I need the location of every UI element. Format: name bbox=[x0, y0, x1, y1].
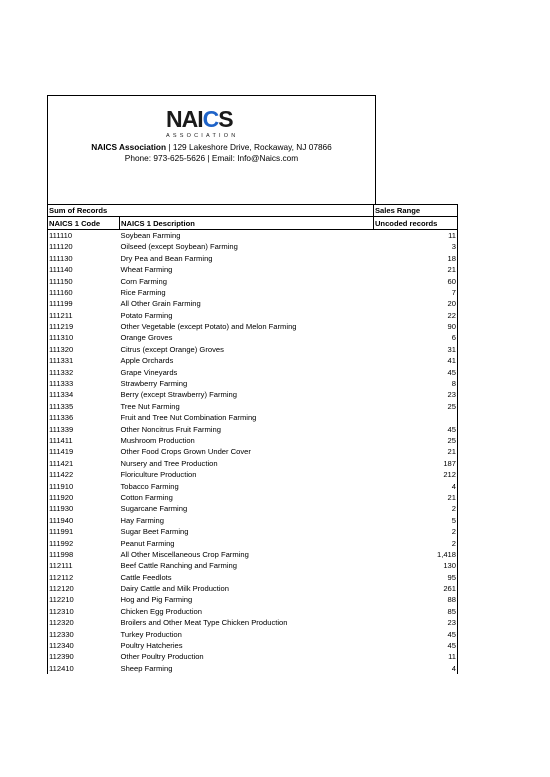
table-row bbox=[48, 549, 458, 560]
contact-line: Phone: 973-625-5626 | Email: Info@Naics.com bbox=[124, 153, 299, 163]
naics-desc-cell: Nursery and Tree Production bbox=[120, 458, 218, 468]
naics-desc-cell: Oilseed (except Soybean) Farming bbox=[120, 242, 238, 252]
uncoded-records-cell: 95 bbox=[373, 572, 457, 583]
naics-code-cell: 111920 bbox=[48, 492, 120, 503]
naics-desc-cell: All Other Grain Farming bbox=[120, 299, 201, 309]
naics-code-cell: 112330 bbox=[48, 628, 120, 639]
naics-desc-cell: Fruit and Tree Nut Combination Farming bbox=[120, 413, 257, 423]
uncoded-records-cell: 2 bbox=[373, 526, 457, 537]
uncoded-records-cell: 187 bbox=[373, 458, 457, 469]
naics-code-cell: 111310 bbox=[48, 332, 120, 343]
naics-desc-cell: Tobacco Farming bbox=[120, 481, 179, 491]
uncoded-records-cell: 22 bbox=[373, 310, 457, 321]
table-row bbox=[48, 264, 458, 275]
naics-code-cell: 111419 bbox=[48, 446, 120, 457]
table-row bbox=[48, 310, 458, 321]
uncoded-records-cell: 1,418 bbox=[373, 549, 457, 560]
table-row bbox=[48, 503, 458, 514]
table-row bbox=[48, 446, 458, 457]
naics-code-cell: 112340 bbox=[48, 640, 120, 651]
uncoded-records-cell: 45 bbox=[373, 423, 457, 434]
naics-desc-cell: Turkey Production bbox=[120, 629, 182, 639]
table-row bbox=[48, 583, 458, 594]
naics-code-cell: 112410 bbox=[48, 663, 120, 674]
uncoded-records-cell: 60 bbox=[373, 275, 457, 286]
table-row bbox=[48, 241, 458, 252]
naics-desc-cell: Potato Farming bbox=[120, 310, 173, 320]
naics-code-cell: 111334 bbox=[48, 389, 120, 400]
naics-code-cell: 111199 bbox=[48, 298, 120, 309]
naics-code-cell: 111130 bbox=[48, 253, 120, 264]
uncoded-records-cell: 212 bbox=[373, 469, 457, 480]
naics-desc-cell: Mushroom Production bbox=[120, 436, 195, 445]
naics-desc-cell: Peanut Farming bbox=[120, 538, 175, 548]
header-box bbox=[47, 95, 376, 204]
table-row bbox=[48, 515, 458, 526]
uncoded-records-cell: 21 bbox=[373, 446, 457, 457]
naics-code-cell: 111421 bbox=[48, 458, 120, 469]
uncoded-records-cell: 8 bbox=[373, 378, 457, 389]
table-row bbox=[48, 537, 458, 548]
table-row bbox=[48, 275, 458, 286]
table-row bbox=[48, 321, 458, 332]
table-row bbox=[48, 435, 458, 446]
spreadsheet bbox=[47, 95, 458, 674]
table-row bbox=[48, 298, 458, 309]
table-row bbox=[48, 355, 458, 366]
uncoded-records-cell: 88 bbox=[373, 594, 457, 605]
naics-code-cell: 111339 bbox=[48, 423, 120, 434]
uncoded-records-cell: 130 bbox=[373, 560, 457, 571]
naics-code-cell: 112112 bbox=[48, 572, 120, 583]
naics-desc-cell: Sugar Beet Farming bbox=[120, 527, 189, 537]
table-row bbox=[48, 560, 458, 571]
naics-code-cell: 111320 bbox=[48, 344, 120, 355]
naics-desc-cell: Apple Orchards bbox=[120, 356, 174, 366]
naics-code-cell: 111930 bbox=[48, 503, 120, 514]
naics-desc-cell: Strawberry Farming bbox=[120, 379, 188, 389]
naics-code-cell: 111422 bbox=[48, 469, 120, 480]
table-row bbox=[48, 401, 458, 412]
uncoded-records-cell: 85 bbox=[373, 606, 457, 617]
pivot-header-row bbox=[48, 205, 458, 217]
uncoded-records-cell: 25 bbox=[373, 401, 457, 412]
uncoded-records-cell: 2 bbox=[373, 503, 457, 514]
uncoded-records-cell: 41 bbox=[373, 355, 457, 366]
table-row bbox=[48, 287, 458, 298]
table-row bbox=[48, 344, 458, 355]
naics-desc-cell: Cattle Feedlots bbox=[120, 572, 172, 582]
naics-code-cell: 111992 bbox=[48, 537, 120, 548]
uncoded-records-cell: 20 bbox=[373, 298, 457, 309]
naics-code-cell: 111998 bbox=[48, 549, 120, 560]
table-row bbox=[48, 480, 458, 491]
table-row bbox=[48, 640, 458, 651]
uncoded-records-cell: 23 bbox=[373, 389, 457, 400]
naics-code-cell: 112120 bbox=[48, 583, 120, 594]
naics-desc-cell: Hog and Pig Farming bbox=[120, 595, 193, 605]
naics-code-cell: 111160 bbox=[48, 287, 120, 298]
table-row bbox=[48, 253, 458, 264]
naics-code-cell: 111150 bbox=[48, 275, 120, 286]
table-row bbox=[48, 366, 458, 377]
uncoded-records-cell bbox=[373, 412, 457, 423]
naics-desc-cell: Sheep Farming bbox=[120, 663, 173, 673]
uncoded-records-cell: 261 bbox=[373, 583, 457, 594]
naics-desc-cell: Other Poultry Production bbox=[120, 652, 204, 662]
naics-desc-cell: Corn Farming bbox=[120, 276, 167, 286]
naics-desc-cell: All Other Miscellaneous Crop Farming bbox=[120, 549, 249, 559]
naics-code-cell: 111333 bbox=[48, 378, 120, 389]
uncoded-records-cell: 11 bbox=[373, 651, 457, 662]
naics-desc-cell: Orange Groves bbox=[120, 333, 173, 343]
naics-desc-cell: Hay Farming bbox=[120, 515, 164, 525]
naics-desc-cell: Sugarcane Farming bbox=[120, 504, 188, 514]
naics-code-cell: 112111 bbox=[48, 560, 120, 571]
table-row bbox=[48, 628, 458, 639]
uncoded-records-cell: 21 bbox=[373, 492, 457, 503]
naics-code-cell: 111110 bbox=[48, 229, 120, 241]
table-row bbox=[48, 617, 458, 628]
table-row bbox=[48, 651, 458, 662]
naics-desc-cell: Tree Nut Farming bbox=[120, 401, 180, 411]
naics-desc-cell: Other Vegetable (except Potato) and Melon Farming bbox=[120, 322, 297, 332]
uncoded-records-cell: 4 bbox=[373, 663, 457, 674]
naics-code-cell: 111411 bbox=[48, 435, 120, 446]
naics-desc-cell: Poultry Hatcheries bbox=[120, 641, 183, 651]
naics-code-cell: 111219 bbox=[48, 321, 120, 332]
naics-desc-cell: Broilers and Other Meat Type Chicken Production bbox=[120, 618, 288, 628]
address: | 129 Lakeshore Drive, Rockaway, NJ 07866 bbox=[166, 142, 332, 152]
naics-desc-cell: Beef Cattle Ranching and Farming bbox=[120, 561, 238, 571]
table-row bbox=[48, 378, 458, 389]
naics-desc-cell: Other Food Crops Grown Under Cover bbox=[120, 447, 251, 457]
column-header-row bbox=[48, 217, 458, 229]
naics-code-cell: 111332 bbox=[48, 366, 120, 377]
uncoded-records-cell: 23 bbox=[373, 617, 457, 628]
table-row bbox=[48, 423, 458, 434]
range-label: Sales Range bbox=[373, 205, 457, 217]
table-row bbox=[48, 572, 458, 583]
table-row bbox=[48, 526, 458, 537]
naics-desc-cell: Cotton Farming bbox=[120, 492, 173, 502]
uncoded-records-cell: 4 bbox=[373, 480, 457, 491]
uncoded-records-cell: 21 bbox=[373, 264, 457, 275]
naics-code-cell: 111120 bbox=[48, 241, 120, 252]
table-row bbox=[48, 492, 458, 503]
uncoded-records-cell: 11 bbox=[373, 229, 457, 241]
col-code-header: NAICS 1 Code bbox=[48, 217, 120, 229]
pivot-label: Sum of Records bbox=[48, 205, 374, 217]
table-row bbox=[48, 469, 458, 480]
uncoded-records-cell: 5 bbox=[373, 515, 457, 526]
uncoded-records-cell: 31 bbox=[373, 344, 457, 355]
naics-desc-cell: Other Noncitrus Fruit Farming bbox=[120, 424, 221, 434]
naics-code-cell: 112320 bbox=[48, 617, 120, 628]
naics-code-cell: 112390 bbox=[48, 651, 120, 662]
org-name: NAICS Association bbox=[91, 142, 167, 152]
naics-code-cell: 111991 bbox=[48, 526, 120, 537]
table-row bbox=[48, 606, 458, 617]
uncoded-records-cell: 6 bbox=[373, 332, 457, 343]
uncoded-records-cell: 18 bbox=[373, 253, 457, 264]
uncoded-records-cell: 3 bbox=[373, 241, 457, 252]
naics-code-cell: 112210 bbox=[48, 594, 120, 605]
table-row bbox=[48, 332, 458, 343]
address-line bbox=[48, 142, 375, 152]
naics-desc-cell: Soybean Farming bbox=[120, 230, 181, 240]
uncoded-records-cell: 90 bbox=[373, 321, 457, 332]
naics-desc-cell: Grape Vineyards bbox=[120, 367, 178, 377]
naics-desc-cell: Berry (except Strawberry) Farming bbox=[120, 390, 237, 400]
uncoded-records-cell: 2 bbox=[373, 537, 457, 548]
table-row bbox=[48, 594, 458, 605]
table-row bbox=[48, 389, 458, 400]
naics-code-cell: 111140 bbox=[48, 264, 120, 275]
naics-code-cell: 111211 bbox=[48, 310, 120, 321]
naics-desc-cell: Wheat Farming bbox=[120, 265, 173, 275]
naics-code-cell: 111910 bbox=[48, 480, 120, 491]
uncoded-records-cell: 7 bbox=[373, 287, 457, 298]
naics-desc-cell: Citrus (except Orange) Groves bbox=[120, 344, 224, 354]
naics-code-cell: 111940 bbox=[48, 515, 120, 526]
uncoded-records-cell: 45 bbox=[373, 366, 457, 377]
naics-desc-cell: Rice Farming bbox=[120, 287, 166, 297]
naics-code-cell: 111331 bbox=[48, 355, 120, 366]
naics-logo: NAICS ASSOCIATION bbox=[166, 106, 239, 139]
col-uncoded-header: Uncoded records bbox=[373, 217, 457, 229]
naics-desc-cell: Dry Pea and Bean Farming bbox=[120, 253, 213, 263]
uncoded-records-cell: 25 bbox=[373, 435, 457, 446]
col-desc-header: NAICS 1 Description bbox=[120, 217, 374, 229]
naics-code-cell: 111336 bbox=[48, 412, 120, 423]
uncoded-records-cell: 45 bbox=[373, 640, 457, 651]
table-row bbox=[48, 229, 458, 241]
pivot-table bbox=[47, 204, 458, 674]
naics-desc-cell: Floriculture Production bbox=[120, 470, 197, 480]
naics-desc-cell: Dairy Cattle and Milk Production bbox=[120, 584, 229, 594]
naics-code-cell: 112310 bbox=[48, 606, 120, 617]
naics-desc-cell: Chicken Egg Production bbox=[120, 606, 202, 616]
naics-code-cell: 111335 bbox=[48, 401, 120, 412]
table-row bbox=[48, 412, 458, 423]
uncoded-records-cell: 45 bbox=[373, 628, 457, 639]
table-row bbox=[48, 458, 458, 469]
table-row bbox=[48, 663, 458, 674]
